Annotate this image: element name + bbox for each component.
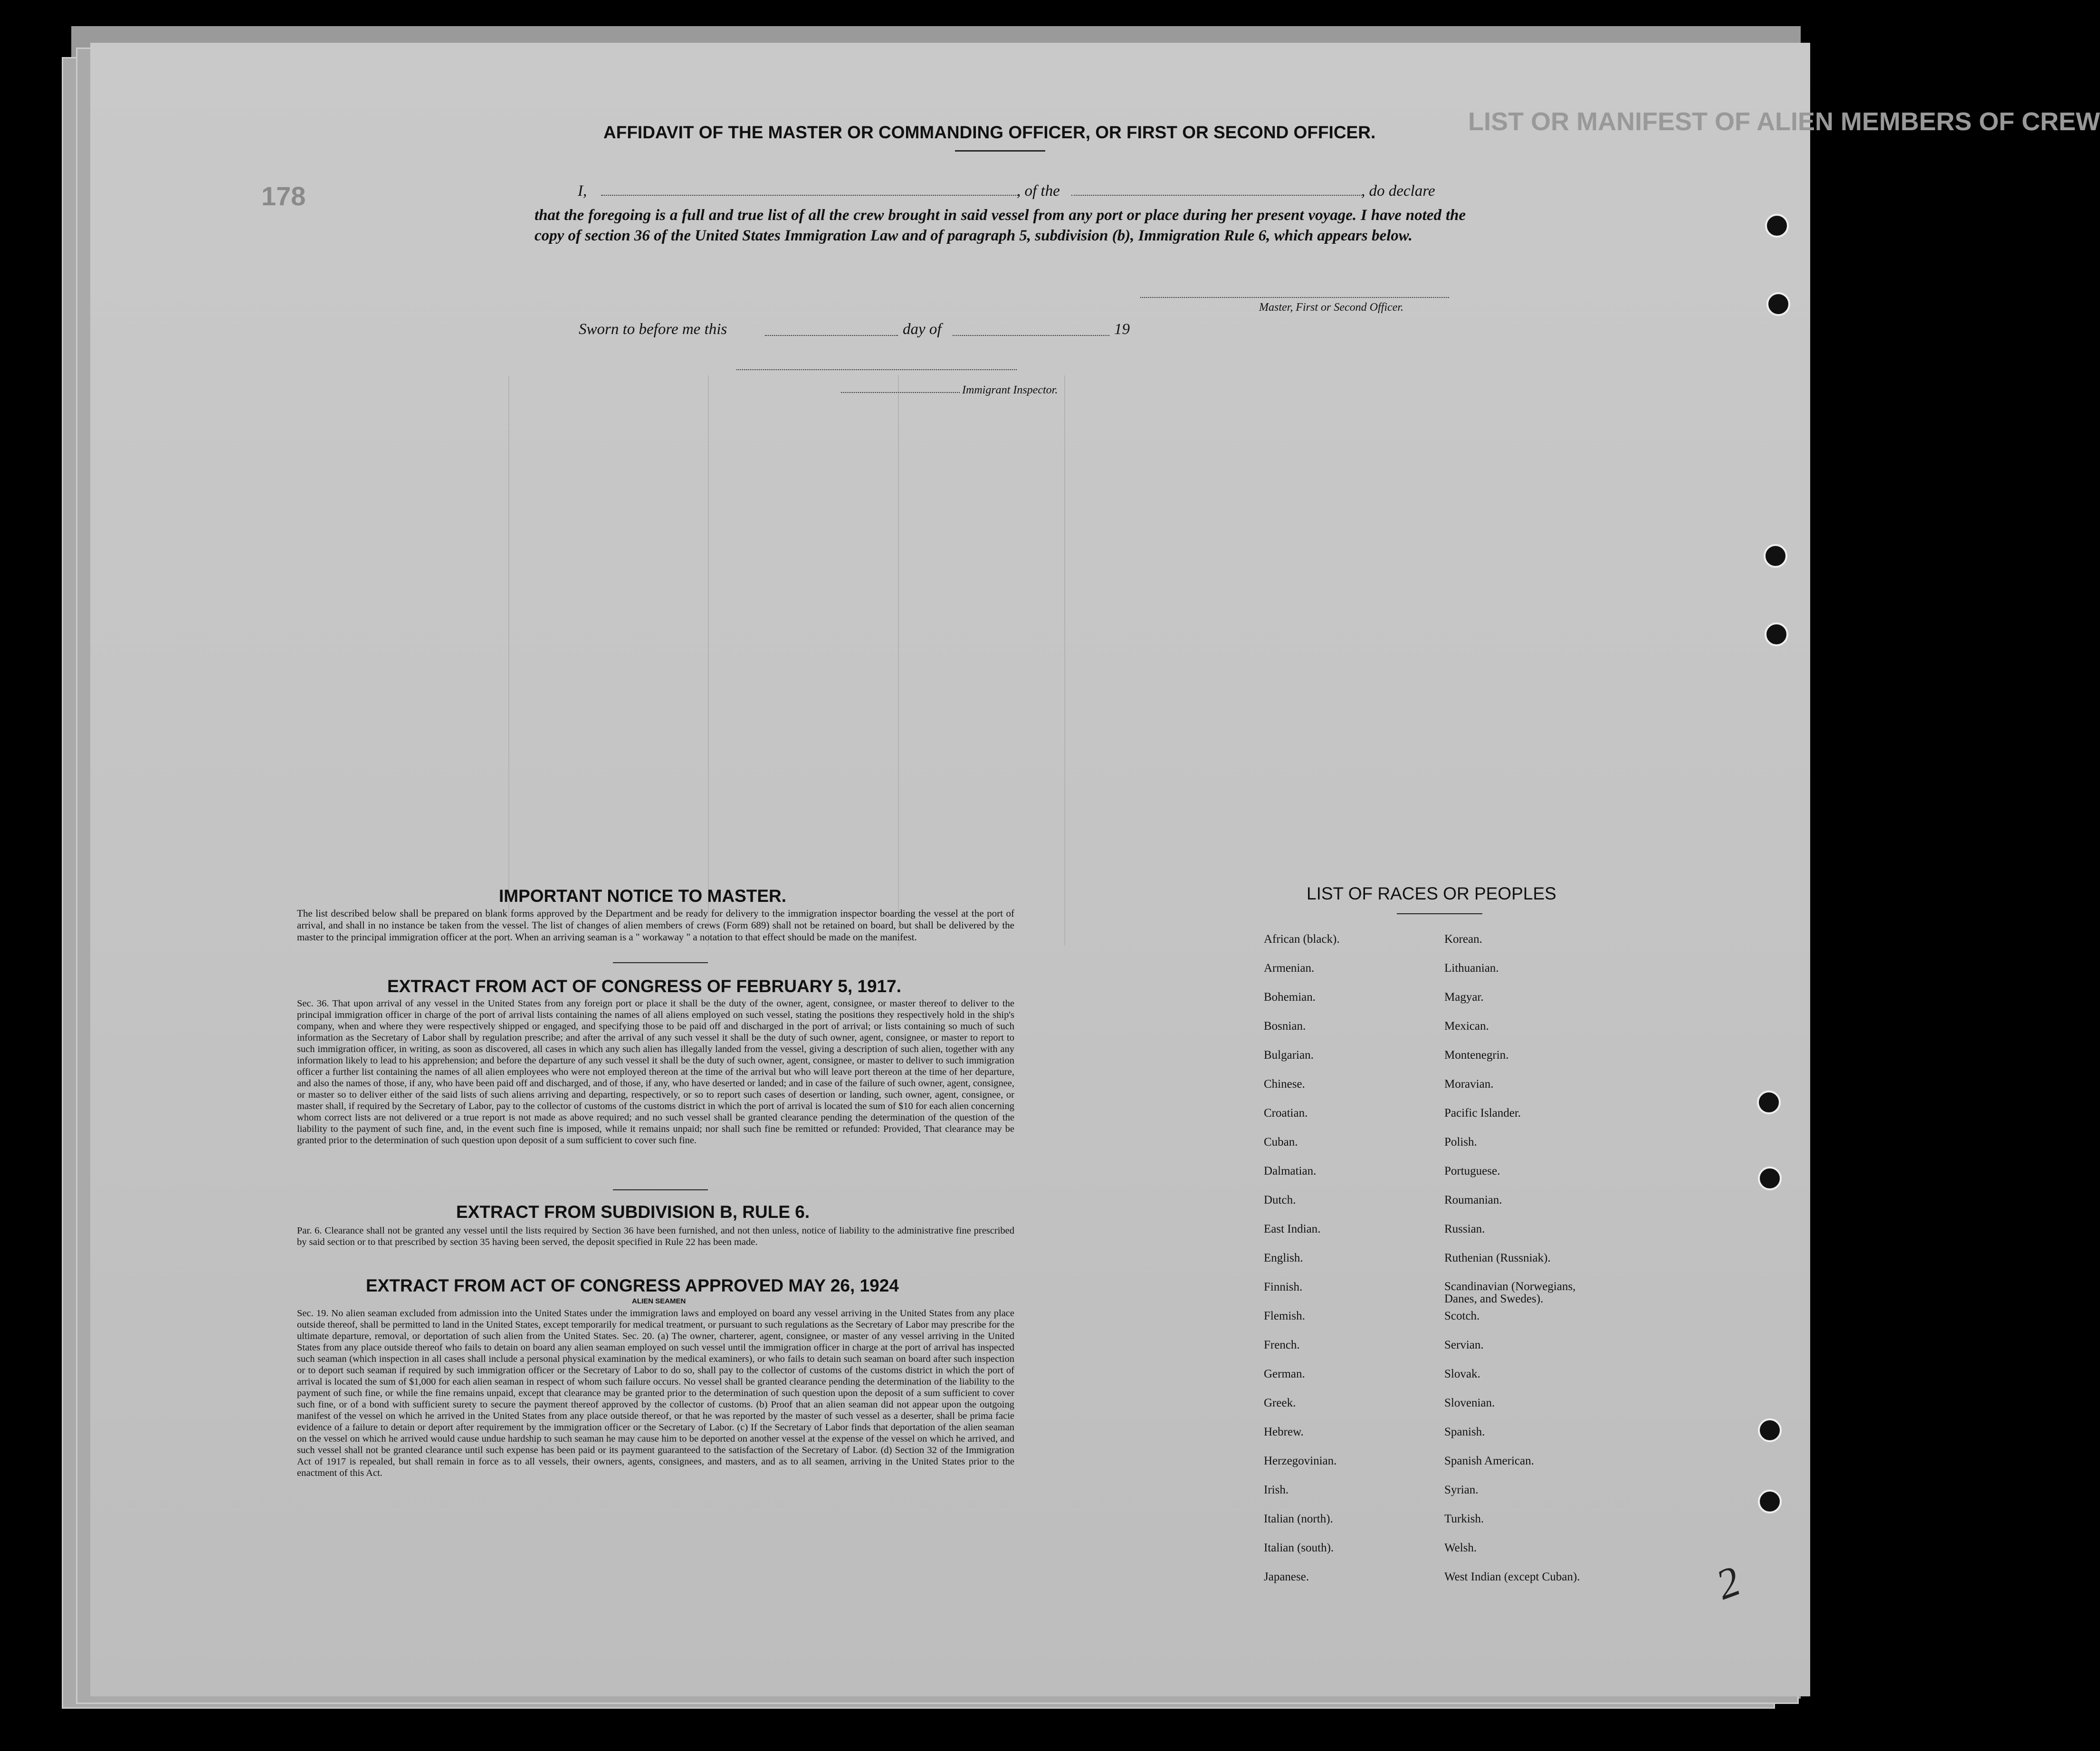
- punch-hole: [1758, 1167, 1782, 1190]
- race-item: East Indian.: [1264, 1223, 1321, 1235]
- race-item: Russian.: [1444, 1223, 1485, 1235]
- race-item: Spanish American.: [1444, 1454, 1534, 1467]
- notice-title: IMPORTANT NOTICE TO MASTER.: [499, 886, 787, 906]
- races-underline: [1397, 913, 1482, 914]
- race-item: Bulgarian.: [1264, 1049, 1314, 1062]
- signature-label: Master, First or Second Officer.: [1259, 301, 1403, 314]
- race-item: Finnish.: [1264, 1281, 1303, 1293]
- race-item: African (black).: [1264, 933, 1340, 946]
- race-item: French.: [1264, 1339, 1300, 1351]
- punch-hole: [1757, 1091, 1781, 1114]
- inspector-label: Immigrant Inspector.: [962, 384, 1058, 396]
- affidavit-body: that the foregoing is a full and true list of all the crew brought in said vessel from any port or place during her present voyage. I have noted the copy of section 36 of the United States Immigration Law and of paragraph 5, subdivision (b), Immigration Rule 6, which appears below.: [535, 207, 1466, 244]
- notice-divider: [613, 962, 708, 963]
- race-item: Hebrew.: [1264, 1426, 1304, 1438]
- sworn-year: 19: [1114, 321, 1130, 338]
- race-item: Ruthenian (Russniak).: [1444, 1252, 1551, 1264]
- extract3-text: Sec. 19. No alien seaman excluded from admission into the United States under the immigration laws and employed on board any vessel arriving in the United States from any place outside thereof, shall be permitted to land in the United States, except temporarily for medical treatment, or pursuant to such regulations as the Secretary of Labor may prescribe for the ultimate departure, removal, or deportation of such alien from the United States. Sec. 20. (a) The owner, charterer, agent, consignee, or master of any vessel arriving in the United States from any place outside thereof who fails to detain on board any alien seaman employed on such vessel until the immigration officer in charge at the port of arrival has inspected such seaman (which inspection in all cases shall include a personal physical examination by the medical examiners), or who fails to detain such seaman on board after such inspection or to deport such seaman if required by such immigration officer or the Secretary of Labor to do so, shall pay to the collector of customs of the customs district in which the port of arrival is located the sum of $1,000 for each alien seaman in respect of whom such failure occurs. No vessel shall be granted clearance pending the determination of the liability to the payment of such fine, or while the fine remains unpaid, except that clearance may be granted prior to the determination of such question upon the deposit of a sum sufficient to cover such fine, or of a bond with sufficient surety to secure the payment thereof approved by the collector of customs. (b) Proof that an alien seaman did not appear upon the outgoing manifest of the vessel on which he arrived in the United States from any place outside thereof, or that he was reported by the master of such vessel as a deserter, shall be prima facie evidence of a failure to detain or deport after requirement by the immigration officer or the Secretary of Labor. (c) If the Secretary of Labor finds that deportation of the alien seaman on the vessel on which he arrived would cause undue hardship to such seaman he may cause him to be deported on another vessel at the expense of the vessel on which he arrived, and such vessel shall not be granted clearance until such expense has been paid or its payment guaranteed to the satisfaction of the Secretary of Labor. (d) Section 32 of the Immigration Act of 1917 is repealed, but shall remain in force as to all vessels, their owners, agents, consignees, and masters, and as to all seamen, arriving in the United States prior to the enactment of this Act.: [297, 1308, 1014, 1478]
- race-item: Turkish.: [1444, 1512, 1484, 1525]
- name-blank: [601, 195, 1019, 196]
- race-item: Scandinavian (Norwegians, Danes, and Swedes).: [1444, 1280, 1576, 1305]
- races-left-column: [1264, 933, 1454, 1598]
- punch-hole: [1765, 622, 1788, 646]
- race-item: Moravian.: [1444, 1078, 1494, 1091]
- race-item: Spanish.: [1444, 1426, 1485, 1438]
- race-item: Bohemian.: [1264, 991, 1316, 1004]
- race-item: Magyar.: [1444, 991, 1484, 1004]
- month-blank: [953, 335, 1109, 336]
- affidavit-do-declare: , do declare: [1361, 182, 1435, 200]
- races-title: LIST OF RACES OR PEOPLES: [1307, 884, 1556, 903]
- races-right-column: [1444, 933, 1691, 1598]
- race-item: Croatian.: [1264, 1107, 1308, 1119]
- race-item: Polish.: [1444, 1136, 1477, 1148]
- race-item: Flemish.: [1264, 1310, 1305, 1322]
- race-item: Slovenian.: [1444, 1397, 1495, 1409]
- inspector-blank-1: [736, 369, 1017, 370]
- race-item: Portuguese.: [1444, 1165, 1500, 1177]
- signature-blank: [1140, 297, 1449, 298]
- extract2-text: Par. 6. Clearance shall not be granted any vessel until the lists required by Section 36 have been furnished, and not then unless, notice of liability to the administrative fine prescribed by said section or to that prescribed by section 35 having been served, the deposit specified in Rule 22 has been made.: [297, 1225, 1014, 1247]
- extract3-title: EXTRACT FROM ACT OF CONGRESS APPROVED MAY 26, 1924: [366, 1276, 899, 1295]
- race-item: Mexican.: [1444, 1020, 1489, 1033]
- inspector-blank-2: [841, 392, 960, 393]
- vessel-blank: [1071, 195, 1364, 196]
- race-item: Korean.: [1444, 933, 1482, 946]
- sworn-day-of: day of: [903, 321, 942, 338]
- punch-hole: [1764, 544, 1787, 568]
- race-item: Servian.: [1444, 1339, 1484, 1351]
- race-item: German.: [1264, 1368, 1305, 1380]
- race-item: Greek.: [1264, 1397, 1296, 1409]
- race-item: Slovak.: [1444, 1368, 1480, 1380]
- race-item: Syrian.: [1444, 1483, 1479, 1496]
- race-item: Montenegrin.: [1444, 1049, 1509, 1062]
- race-item: Roumanian.: [1444, 1194, 1502, 1206]
- race-item: Scotch.: [1444, 1310, 1480, 1322]
- handwritten-mark: 2: [1710, 1557, 1747, 1609]
- race-item: Irish.: [1264, 1483, 1289, 1496]
- race-item: Armenian.: [1264, 962, 1315, 975]
- stamp-number: 178: [261, 181, 306, 211]
- punch-hole: [1758, 1418, 1782, 1442]
- affidavit-i: I,: [578, 182, 587, 200]
- sworn-text: Sworn to before me this: [579, 321, 727, 338]
- race-item: Pacific Islander.: [1444, 1107, 1521, 1119]
- race-item: Cuban.: [1264, 1136, 1298, 1148]
- day-blank: [765, 335, 898, 336]
- extract2-title: EXTRACT FROM SUBDIVISION B, RULE 6.: [456, 1202, 810, 1222]
- race-item: West Indian (except Cuban).: [1444, 1570, 1580, 1583]
- race-item: Lithuanian.: [1444, 962, 1499, 975]
- race-item: Dalmatian.: [1264, 1165, 1317, 1177]
- race-item: Italian (north).: [1264, 1512, 1333, 1525]
- extract1-text: Sec. 36. That upon arrival of any vessel in the United States from any foreign port or place it shall be the duty of the owner, agent, consignee, or master thereof to deliver to the principal immigration officer in charge of the port of arrival lists containing the names of all aliens employed on such vessel, stating the positions they respectively hold in the ship's company, when and where they were respectively shipped or engaged, and specifying those to be paid off and discharged in the port of arrival; or lists containing so much of such information as the Secretary of Labor shall by regulation prescribe; and after the arrival of any such vessel it shall be the duty of such owner, agent, consignee, or master to report to such immigration officer, in writing, as soon as discovered, all cases in which any such alien has illegally landed from the vessel, giving a description of such alien, together with any information likely to lead to his apprehension; and before the departure of any such vessel it shall be the duty of such owner, agent, consignee, or master to deliver to such immigration officer a further list containing the names of all alien employees who were not employed thereon at the time of the arrival but who will leave port thereon at the time of her departure, and also the names of those, if any, who have been paid off and discharged, and of those, if any, who have deserted or landed; and in case of the failure of such owner, agent, consignee, or master so to deliver either of the said lists of such aliens arriving and departing, respectively, or so to report such cases of desertion or landing, such owner, agent, consignee, or master shall, if required by the Secretary of Labor, pay to the collector of customs of the customs district in which the port of arrival is located the sum of $10 for each alien concerning whom correct lists are not delivered or a true report is not made as above required; and no such vessel shall be granted clearance pending the determination of the question of the liability to the payment of such fine, and, in the event such fine is imposed, while it remains unpaid; nor shall such fine be remitted or refunded: Provided, That clearance may be granted prior to the determination of such question upon deposit of a sum sufficient to cover such fine.: [297, 998, 1014, 1146]
- punch-hole: [1758, 1490, 1782, 1513]
- punch-hole: [1766, 292, 1790, 316]
- race-item: Welsh.: [1444, 1541, 1477, 1554]
- affidavit-of-the: , of the: [1017, 182, 1060, 200]
- race-item: English.: [1264, 1252, 1303, 1264]
- extract3-subtitle: ALIEN SEAMEN: [632, 1297, 686, 1305]
- race-item: Herzegovinian.: [1264, 1454, 1337, 1467]
- race-item: Italian (south).: [1264, 1541, 1334, 1554]
- title-underline: [955, 150, 1045, 152]
- race-item: Chinese.: [1264, 1078, 1305, 1091]
- faint-header: LIST OR MANIFEST OF ALIEN MEMBERS OF CREW: [1468, 107, 2100, 136]
- race-item: Bosnian.: [1264, 1020, 1306, 1033]
- punch-hole: [1765, 214, 1789, 238]
- race-item: Dutch.: [1264, 1194, 1296, 1206]
- extract1-title: EXTRACT FROM ACT OF CONGRESS OF FEBRUARY 5, 1917.: [387, 976, 902, 996]
- race-item: Japanese.: [1264, 1570, 1309, 1583]
- affidavit-title: AFFIDAVIT OF THE MASTER OR COMMANDING OFFICER, OR FIRST OR SECOND OFFICER.: [603, 123, 1376, 142]
- notice-text: The list described below shall be prepared on blank forms approved by the Department and be ready for delivery to the immigration inspector boarding the vessel at the port of arrival, and shall in no instance be taken from the vessel. The list of changes of alien members of crews (Form 689) shall not be retained on board, but shall be delivered by the master to the principal immigration officer at the port. When an arriving seaman is a " workaway " a notation to that effect should be made on the manifest.: [297, 908, 1014, 943]
- extract1-divider: [613, 1189, 708, 1190]
